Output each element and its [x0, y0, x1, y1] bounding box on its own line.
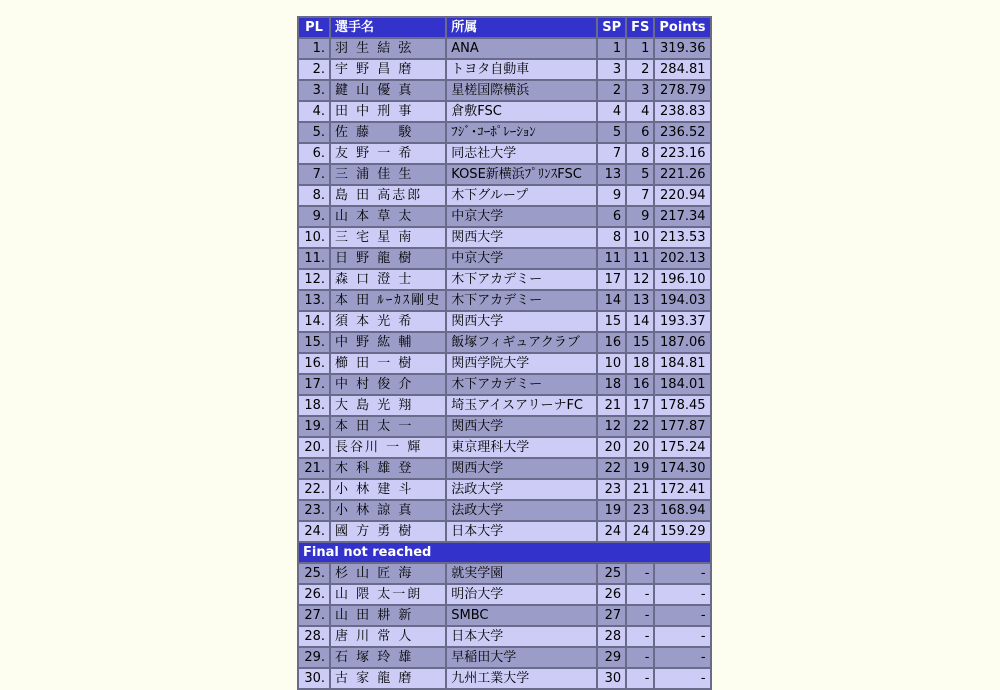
- fs-rank-cell: 9: [626, 206, 654, 227]
- points-cell: 319.36: [654, 38, 710, 59]
- club-cell: 東京理科大学: [446, 437, 597, 458]
- club-cell: ANA: [446, 38, 597, 59]
- skater-name-cell: 本 田 ﾙｰｶｽ剛史: [330, 290, 446, 311]
- skater-name-cell: 古 家 龍 磨: [330, 668, 446, 689]
- placement-cell: 3.: [298, 80, 330, 101]
- points-cell: 178.45: [654, 395, 710, 416]
- table-row: [298, 227, 711, 248]
- sp-rank-cell: 28: [597, 626, 626, 647]
- placement-cell: 25.: [298, 563, 330, 584]
- fs-rank-cell: 13: [626, 290, 654, 311]
- points-cell: 221.26: [654, 164, 710, 185]
- skater-name-cell: 三 浦 佳 生: [330, 164, 446, 185]
- sp-rank-cell: 25: [597, 563, 626, 584]
- table-row: [298, 416, 711, 437]
- table-row: [298, 80, 711, 101]
- points-cell: 220.94: [654, 185, 710, 206]
- points-cell: 196.10: [654, 269, 710, 290]
- sp-rank-cell: 11: [597, 248, 626, 269]
- placement-cell: 11.: [298, 248, 330, 269]
- table-row: [298, 605, 711, 626]
- sp-rank-cell: 27: [597, 605, 626, 626]
- placement-cell: 7.: [298, 164, 330, 185]
- points-cell: 172.41: [654, 479, 710, 500]
- placement-cell: 18.: [298, 395, 330, 416]
- fs-rank-cell: 19: [626, 458, 654, 479]
- sp-rank-cell: 1: [597, 38, 626, 59]
- finalists-body: [298, 38, 711, 542]
- fs-rank-cell: 17: [626, 395, 654, 416]
- points-cell: 184.81: [654, 353, 710, 374]
- skater-name-cell: 山 隈 太一朗: [330, 584, 446, 605]
- sp-rank-cell: 19: [597, 500, 626, 521]
- table-row: [298, 290, 711, 311]
- points-cell: 187.06: [654, 332, 710, 353]
- skater-name-cell: 三 宅 星 南: [330, 227, 446, 248]
- club-cell: 法政大学: [446, 479, 597, 500]
- sp-rank-cell: 7: [597, 143, 626, 164]
- fs-rank-cell: 22: [626, 416, 654, 437]
- placement-cell: 12.: [298, 269, 330, 290]
- fs-rank-cell: 21: [626, 479, 654, 500]
- table-row: [298, 143, 711, 164]
- club-cell: 日本大学: [446, 626, 597, 647]
- skater-name-cell: 杉 山 匠 海: [330, 563, 446, 584]
- table-row: [298, 626, 711, 647]
- separator-row: [298, 542, 711, 563]
- fs-rank-cell: 2: [626, 59, 654, 80]
- points-cell: 193.37: [654, 311, 710, 332]
- fs-rank-cell: -: [626, 605, 654, 626]
- table-row: [298, 38, 711, 59]
- club-cell: 同志社大学: [446, 143, 597, 164]
- fs-rank-cell: 10: [626, 227, 654, 248]
- points-cell: 184.01: [654, 374, 710, 395]
- points-cell: -: [654, 584, 710, 605]
- club-cell: 星槎国際横浜: [446, 80, 597, 101]
- club-cell: 埼玉アイスアリーナFC: [446, 395, 597, 416]
- sp-rank-cell: 20: [597, 437, 626, 458]
- fs-rank-cell: 14: [626, 311, 654, 332]
- skater-name-cell: 中 村 俊 介: [330, 374, 446, 395]
- results-table: [297, 16, 712, 690]
- sp-rank-cell: 15: [597, 311, 626, 332]
- fs-rank-cell: -: [626, 647, 654, 668]
- points-cell: 177.87: [654, 416, 710, 437]
- header-pl: PL: [298, 17, 330, 38]
- points-cell: 213.53: [654, 227, 710, 248]
- club-cell: トヨタ自動車: [446, 59, 597, 80]
- sp-rank-cell: 29: [597, 647, 626, 668]
- fs-rank-cell: 24: [626, 521, 654, 542]
- placement-cell: 1.: [298, 38, 330, 59]
- points-cell: 159.29: [654, 521, 710, 542]
- table-row: [298, 647, 711, 668]
- header-name: 選手名: [330, 17, 446, 38]
- placement-cell: 24.: [298, 521, 330, 542]
- fs-rank-cell: 5: [626, 164, 654, 185]
- club-cell: 木下アカデミー: [446, 269, 597, 290]
- skater-name-cell: 中 野 紘 輔: [330, 332, 446, 353]
- header-fs: FS: [626, 17, 654, 38]
- points-cell: 168.94: [654, 500, 710, 521]
- points-cell: -: [654, 668, 710, 689]
- skater-name-cell: 山 田 耕 新: [330, 605, 446, 626]
- placement-cell: 22.: [298, 479, 330, 500]
- club-cell: 木下アカデミー: [446, 290, 597, 311]
- placement-cell: 29.: [298, 647, 330, 668]
- placement-cell: 14.: [298, 311, 330, 332]
- table-row: [298, 248, 711, 269]
- placement-cell: 6.: [298, 143, 330, 164]
- sp-rank-cell: 12: [597, 416, 626, 437]
- points-cell: 236.52: [654, 122, 710, 143]
- skater-name-cell: 國 方 勇 樹: [330, 521, 446, 542]
- fs-rank-cell: 1: [626, 38, 654, 59]
- points-cell: 175.24: [654, 437, 710, 458]
- table-row: [298, 584, 711, 605]
- sp-rank-cell: 10: [597, 353, 626, 374]
- sp-rank-cell: 24: [597, 521, 626, 542]
- fs-rank-cell: 16: [626, 374, 654, 395]
- club-cell: 関西大学: [446, 227, 597, 248]
- placement-cell: 20.: [298, 437, 330, 458]
- club-cell: 早稲田大学: [446, 647, 597, 668]
- placement-cell: 19.: [298, 416, 330, 437]
- sp-rank-cell: 26: [597, 584, 626, 605]
- sp-rank-cell: 21: [597, 395, 626, 416]
- club-cell: 中京大学: [446, 248, 597, 269]
- skater-name-cell: 森 口 澄 士: [330, 269, 446, 290]
- skater-name-cell: 小 林 諒 真: [330, 500, 446, 521]
- points-cell: -: [654, 647, 710, 668]
- fs-rank-cell: 3: [626, 80, 654, 101]
- table-row: [298, 563, 711, 584]
- sp-rank-cell: 17: [597, 269, 626, 290]
- skater-name-cell: 大 島 光 翔: [330, 395, 446, 416]
- skater-name-cell: 本 田 太 一: [330, 416, 446, 437]
- table-row: [298, 395, 711, 416]
- fs-rank-cell: -: [626, 626, 654, 647]
- table-row: [298, 521, 711, 542]
- fs-rank-cell: 18: [626, 353, 654, 374]
- placement-cell: 30.: [298, 668, 330, 689]
- table-row: [298, 59, 711, 80]
- placement-cell: 4.: [298, 101, 330, 122]
- points-cell: 174.30: [654, 458, 710, 479]
- non-finalists-body: [298, 563, 711, 689]
- skater-name-cell: 田 中 刑 事: [330, 101, 446, 122]
- skater-name-cell: 島 田 高志郎: [330, 185, 446, 206]
- skater-name-cell: 宇 野 昌 磨: [330, 59, 446, 80]
- club-cell: 倉敷FSC: [446, 101, 597, 122]
- club-cell: 関西大学: [446, 416, 597, 437]
- table-row: [298, 458, 711, 479]
- placement-cell: 9.: [298, 206, 330, 227]
- fs-rank-cell: 8: [626, 143, 654, 164]
- placement-cell: 13.: [298, 290, 330, 311]
- fs-rank-cell: -: [626, 563, 654, 584]
- club-cell: 九州工業大学: [446, 668, 597, 689]
- sp-rank-cell: 13: [597, 164, 626, 185]
- separator-label: Final not reached: [298, 542, 711, 563]
- points-cell: 278.79: [654, 80, 710, 101]
- club-cell: 中京大学: [446, 206, 597, 227]
- placement-cell: 5.: [298, 122, 330, 143]
- skater-name-cell: 羽 生 結 弦: [330, 38, 446, 59]
- club-cell: 明治大学: [446, 584, 597, 605]
- skater-name-cell: 須 本 光 希: [330, 311, 446, 332]
- table-row: [298, 269, 711, 290]
- club-cell: 就実学園: [446, 563, 597, 584]
- table-row: [298, 479, 711, 500]
- points-cell: 284.81: [654, 59, 710, 80]
- table-row: [298, 374, 711, 395]
- header-row: [298, 17, 711, 38]
- sp-rank-cell: 14: [597, 290, 626, 311]
- points-cell: 217.34: [654, 206, 710, 227]
- header-club: 所属: [446, 17, 597, 38]
- table-row: [298, 122, 711, 143]
- skater-name-cell: 山 本 草 太: [330, 206, 446, 227]
- sp-rank-cell: 8: [597, 227, 626, 248]
- placement-cell: 2.: [298, 59, 330, 80]
- fs-rank-cell: 23: [626, 500, 654, 521]
- skater-name-cell: 木 科 雄 登: [330, 458, 446, 479]
- skater-name-cell: 小 林 建 斗: [330, 479, 446, 500]
- header-points: Points: [654, 17, 710, 38]
- club-cell: ﾌｼﾞ･ｺｰﾎﾟﾚｰｼｮﾝ: [446, 122, 597, 143]
- points-cell: 194.03: [654, 290, 710, 311]
- points-cell: 223.16: [654, 143, 710, 164]
- placement-cell: 8.: [298, 185, 330, 206]
- skater-name-cell: 櫛 田 一 樹: [330, 353, 446, 374]
- club-cell: 関西学院大学: [446, 353, 597, 374]
- skater-name-cell: 長谷川 一 輝: [330, 437, 446, 458]
- points-cell: -: [654, 563, 710, 584]
- skater-name-cell: 鍵 山 優 真: [330, 80, 446, 101]
- points-cell: -: [654, 626, 710, 647]
- placement-cell: 27.: [298, 605, 330, 626]
- club-cell: 日本大学: [446, 521, 597, 542]
- fs-rank-cell: 20: [626, 437, 654, 458]
- table-row: [298, 206, 711, 227]
- header-sp: SP: [597, 17, 626, 38]
- table-row: [298, 353, 711, 374]
- skater-name-cell: 友 野 一 希: [330, 143, 446, 164]
- table-row: [298, 437, 711, 458]
- skater-name-cell: 日 野 龍 樹: [330, 248, 446, 269]
- table-row: [298, 332, 711, 353]
- sp-rank-cell: 3: [597, 59, 626, 80]
- sp-rank-cell: 4: [597, 101, 626, 122]
- fs-rank-cell: -: [626, 584, 654, 605]
- placement-cell: 15.: [298, 332, 330, 353]
- club-cell: 木下アカデミー: [446, 374, 597, 395]
- placement-cell: 28.: [298, 626, 330, 647]
- fs-rank-cell: 7: [626, 185, 654, 206]
- fs-rank-cell: 4: [626, 101, 654, 122]
- sp-rank-cell: 6: [597, 206, 626, 227]
- table-row: [298, 500, 711, 521]
- club-cell: 関西大学: [446, 311, 597, 332]
- separator-body: [298, 542, 711, 563]
- sp-rank-cell: 22: [597, 458, 626, 479]
- placement-cell: 17.: [298, 374, 330, 395]
- table-row: [298, 185, 711, 206]
- sp-rank-cell: 30: [597, 668, 626, 689]
- fs-rank-cell: 11: [626, 248, 654, 269]
- skater-name-cell: 佐 藤 駿: [330, 122, 446, 143]
- placement-cell: 26.: [298, 584, 330, 605]
- fs-rank-cell: 12: [626, 269, 654, 290]
- skater-name-cell: 石 塚 玲 雄: [330, 647, 446, 668]
- sp-rank-cell: 2: [597, 80, 626, 101]
- sp-rank-cell: 18: [597, 374, 626, 395]
- placement-cell: 21.: [298, 458, 330, 479]
- points-cell: 202.13: [654, 248, 710, 269]
- sp-rank-cell: 5: [597, 122, 626, 143]
- placement-cell: 16.: [298, 353, 330, 374]
- sp-rank-cell: 16: [597, 332, 626, 353]
- points-cell: -: [654, 605, 710, 626]
- sp-rank-cell: 23: [597, 479, 626, 500]
- fs-rank-cell: 6: [626, 122, 654, 143]
- table-row: [298, 101, 711, 122]
- skater-name-cell: 唐 川 常 人: [330, 626, 446, 647]
- fs-rank-cell: -: [626, 668, 654, 689]
- club-cell: 関西大学: [446, 458, 597, 479]
- club-cell: SMBC: [446, 605, 597, 626]
- club-cell: 法政大学: [446, 500, 597, 521]
- placement-cell: 10.: [298, 227, 330, 248]
- club-cell: KOSE新横浜ﾌﾟﾘﾝｽFSC: [446, 164, 597, 185]
- points-cell: 238.83: [654, 101, 710, 122]
- sp-rank-cell: 9: [597, 185, 626, 206]
- table-row: [298, 164, 711, 185]
- placement-cell: 23.: [298, 500, 330, 521]
- club-cell: 木下グループ: [446, 185, 597, 206]
- club-cell: 飯塚フィギュアクラブ: [446, 332, 597, 353]
- table-row: [298, 311, 711, 332]
- fs-rank-cell: 15: [626, 332, 654, 353]
- table-row: [298, 668, 711, 689]
